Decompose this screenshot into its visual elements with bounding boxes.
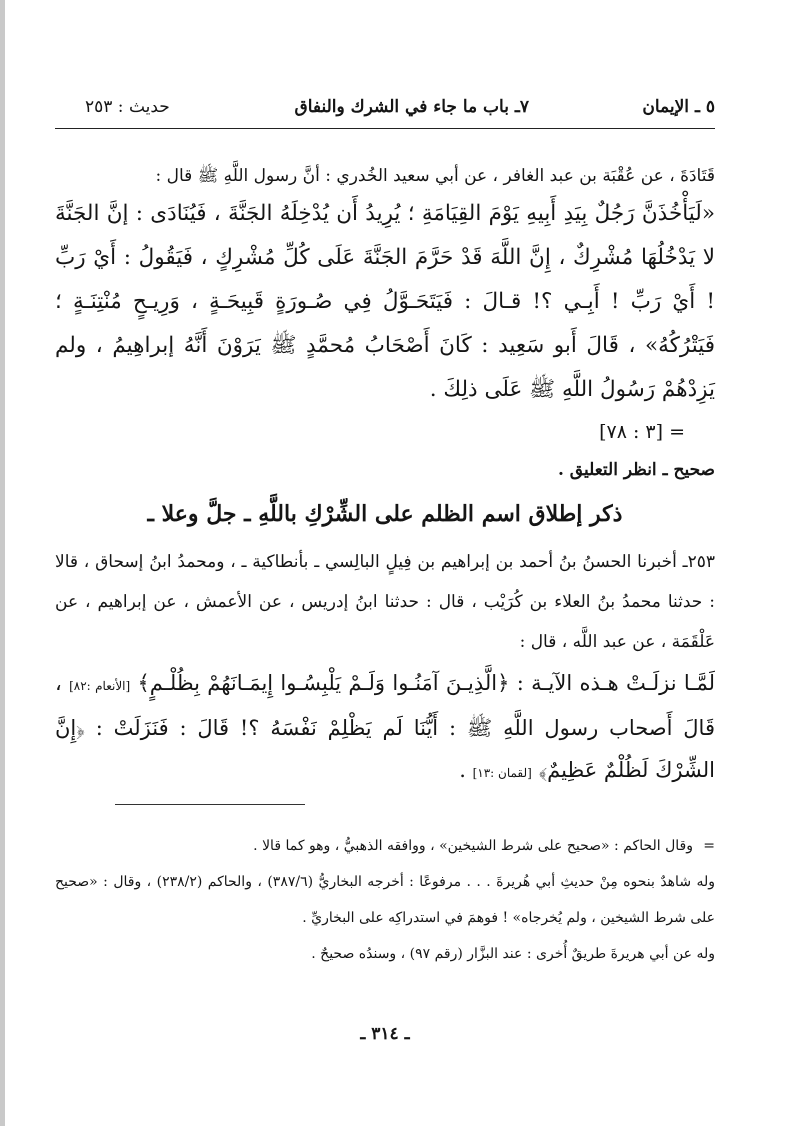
matn-source-1: [الأنعام :٨٢] bbox=[69, 679, 131, 693]
matn-part-2: ، قَالَ أَصحاب رسول اللَّهِ ﷺ : أَيُّنَا لَم يَظْلِمْ نَفْسَهُ ؟! قَالَ : فَنَزَلَتْ : ﴿إِنَّ الشِّرْكَ لَظُلْمٌ عَظِيمٌ﴾ bbox=[55, 671, 715, 782]
matn-source-2: [لقمان :١٣] bbox=[472, 766, 532, 780]
footnote-line-2: وله شاهدٌ بنحوه مِنْ حديثِ أبي هُريرةَ . . . مرفوعًا : أخرجه البخاريُّ (٣٨٧/٦) ، والحاكم (٢٣٨/٢) ، وقال : «صحيح على شرط الشيخين ، ولم يُخرجاه» ! فوهمَ في استدراكِه على البخاريِّ . bbox=[55, 874, 716, 926]
header-section: ٧ـ باب ما جاء في الشرك والنفاق bbox=[294, 97, 529, 117]
page-number: ـ ٣١٤ ـ bbox=[360, 1024, 410, 1044]
main-text bbox=[55, 160, 715, 794]
header-rule bbox=[55, 128, 715, 129]
prev-hadith-text: «لَيَأْخُذَنَّ رَجُلٌ بِيَدِ أَبِيهِ يَوْمَ القِيَامَةِ ؛ يُرِيدُ أَن يُدْخِلَهُ الجَنَّةَ ، فَيُنَادَى : إنَّ الجَنَّةَ لا يَدْخُلُهَا مُشْرِكٌ ، إِنَّ اللَّهَ قَدْ حَرَّمَ الجَنَّةَ عَلَى كُلِّ مُشْرِكٍ ، فَيَقُولُ : أَيْ رَبِّ ! أَيْ رَبِّ ! أَبِـي ؟! قـالَ : فَيَتَحَـوَّلُ فِي صُـورَةٍ قَبِيحَـةٍ ، وَرِيـحٍ مُنْتِنَـةٍ ؛ فَيَتْرُكُهُ» ، قَالَ أَبو سَعِيد : كَانَ أَصْحَابُ مُحمَّدٍ ﷺ يَرَوْنَ أَنَّهُ إبراهِيمُ ، ولم يَزِدْهُمْ رَسُولُ اللَّهِ ﷺ عَلَى ذلِكَ . bbox=[55, 201, 715, 402]
header-hadith-ref: حديث : ٢٥٣ bbox=[85, 97, 170, 117]
prev-hadith-intro: قَتَادَةَ ، عن عُقْبَة بن عبد الغافر ، عن أبي سعيد الخُدري : أنَّ رسول اللَّهِ ﷺ قال : bbox=[155, 166, 715, 186]
footnote-line-1 bbox=[55, 828, 715, 864]
continuation-mark: = bbox=[703, 838, 715, 854]
hadith-matn bbox=[55, 662, 715, 794]
header-chapter: ٥ ـ الإيمان bbox=[642, 97, 715, 117]
prev-hadith-ref: = [٣ : ٧٨] bbox=[599, 421, 685, 443]
footnote-rule bbox=[115, 804, 305, 805]
footnote-text-1: وقال الحاكم : «صحيح على شرط الشيخين» ، ووافقه الذهبيُّ ، وهو كما قالا . bbox=[253, 838, 693, 854]
running-header bbox=[55, 91, 715, 125]
prev-hadith-grade: صحيح ـ انظر التعليق . bbox=[557, 460, 715, 480]
footnotes bbox=[55, 828, 715, 972]
scan-edge bbox=[0, 0, 5, 1126]
hadith-isnad: ٢٥٣ـ أخبرنا الحسنُ بنُ أحمد بن إبراهيم بن فِيلٍ البالِسي ـ بأنطاكية ـ ، ومحمدُ ابنُ إسحاق ، قالا : حدثنا محمدُ بنُ العلاء بن كُرَيْب ، قال : حدثنا ابنُ إدريس ، عن الأعمش ، عن إبراهيم ، عن عَلْقَمَة ، عن عبد اللَّه ، قال : bbox=[55, 552, 715, 652]
section-title: ذكر إطلاق اسم الظلم على الشِّرْكِ باللَّهِ ـ جلَّ وعلا ـ bbox=[147, 501, 623, 527]
footnote-line-3: وله عن أبي هريرةَ طريقٌ أُخرى : عند البزَّار (رقم ٩٧) ، وسندُه صحيحٌ . bbox=[311, 946, 715, 962]
book-page bbox=[55, 0, 715, 1126]
matn-part-1: لَمَّـا نزلَـتْ هـذه الآيـة : ﴿الَّذِيـنَ آمَنُـوا وَلَـمْ يَلْبِسُـوا إِيمَـانَهُمْ بِظُلْـمٍ﴾ bbox=[137, 671, 715, 695]
matn-end: . bbox=[459, 758, 466, 782]
